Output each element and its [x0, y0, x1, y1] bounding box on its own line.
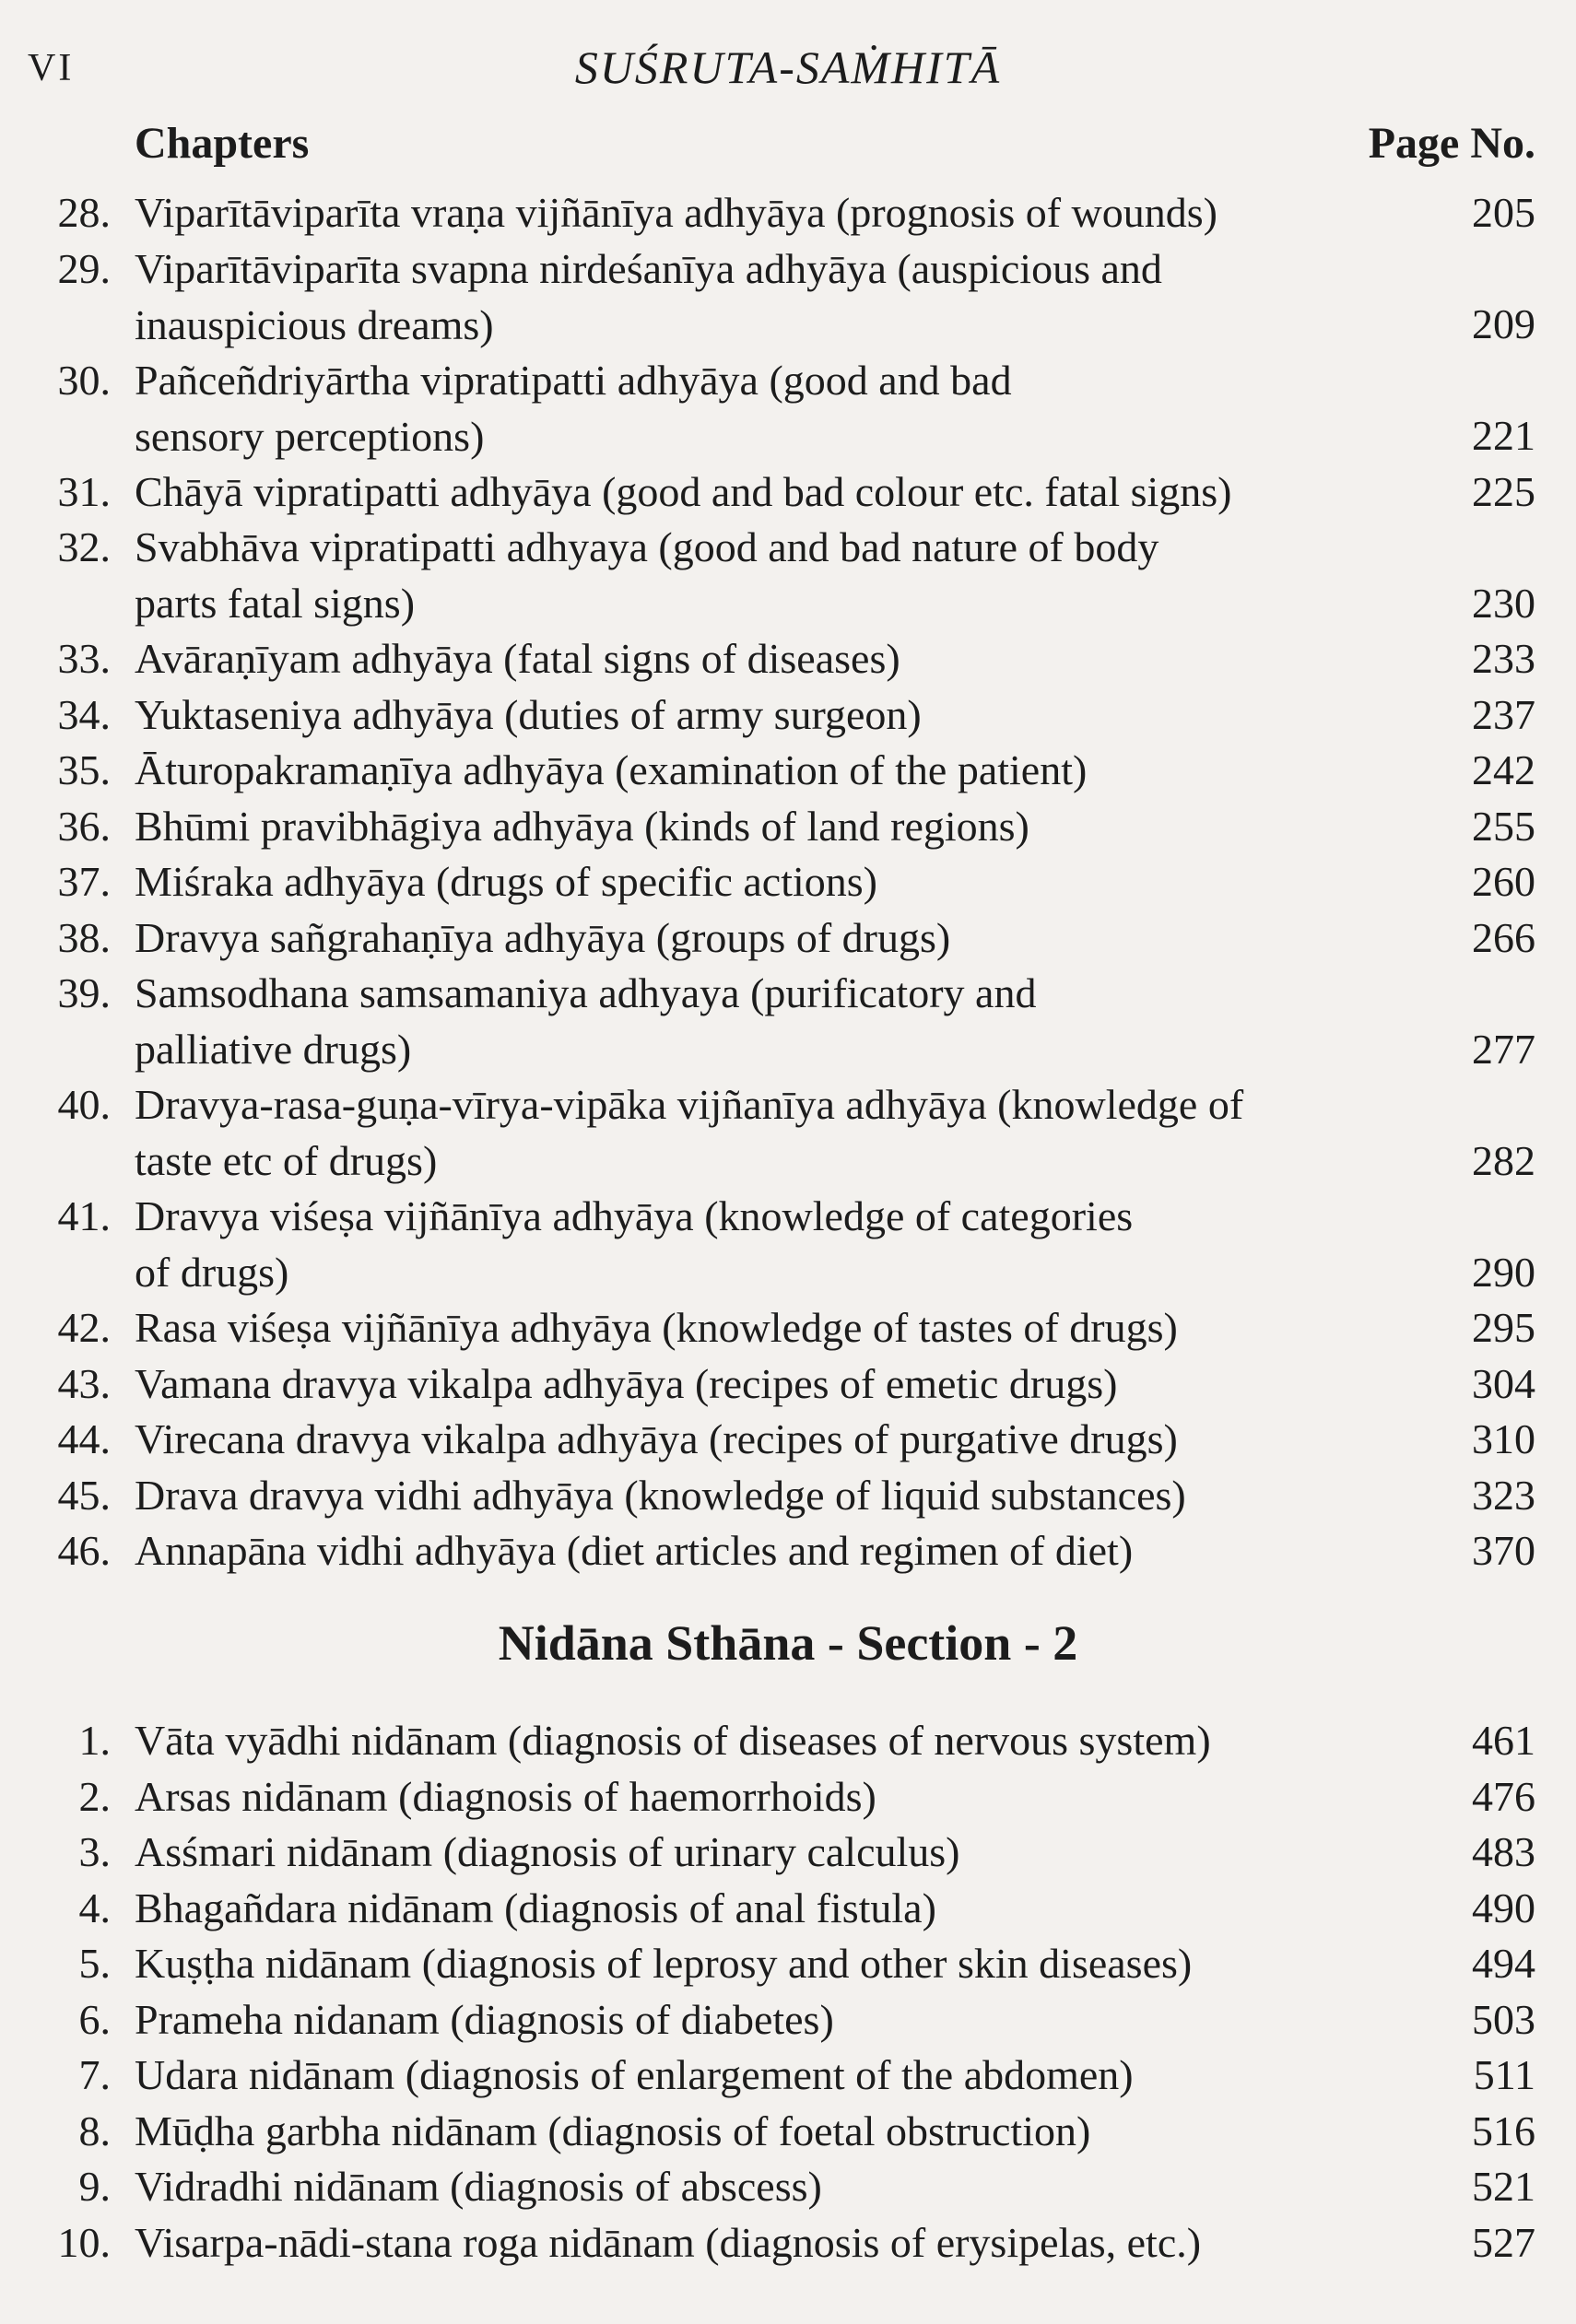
chapter-title: Pañceñdriyārtha vipratipatti adhyāya (good and bad sensory perceptions) — [135, 356, 1012, 460]
toc-entry — [0, 1467, 1576, 1523]
chapter-title: Annapāna vidhi adhyāya (diet articles and regimen of diet) — [135, 1527, 1134, 1574]
page-reference: 476 — [1472, 1772, 1535, 1820]
chapter-number: 32. — [57, 523, 111, 570]
page-reference: 205 — [1472, 189, 1535, 236]
toc-entry — [0, 1824, 1576, 1880]
page-reference: 503 — [1472, 1995, 1535, 2043]
chapter-number: 29. — [57, 244, 111, 292]
toc-entry — [0, 464, 1576, 520]
chapter-number: 42. — [57, 1304, 111, 1351]
toc-entry — [0, 2158, 1576, 2214]
chapter-title: Prameha nidanam (diagnosis of diabetes) — [135, 1995, 834, 2043]
chapter-title: Viparītāviparīta svapna nirdeśanīya adhyāya (auspicious and inauspicious dreams) — [135, 244, 1162, 348]
page-reference: 516 — [1472, 2107, 1535, 2154]
page-number: VI — [28, 47, 75, 89]
chapter-title: Udara nidānam (diagnosis of enlargement of the abdomen) — [135, 2051, 1134, 2098]
toc-entry — [0, 1880, 1576, 1936]
chapter-number: 5. — [78, 1940, 111, 1987]
toc-entry — [0, 2047, 1576, 2103]
chapter-number: 34. — [57, 690, 111, 738]
page-reference: 295 — [1472, 1304, 1535, 1351]
chapter-number: 10. — [57, 2218, 111, 2266]
chapter-title: Dravya viśeṣa vijñānīya adhyāya (knowledge of categories of drugs) — [135, 1192, 1134, 1296]
chapter-title: Vāta vyādhi nidānam (diagnosis of diseases of nervous system) — [135, 1717, 1211, 1764]
toc-entry — [0, 1076, 1576, 1188]
chapter-title: Mūḍha garbha nidānam (diagnosis of foetal obstruction) — [135, 2107, 1091, 2154]
chapter-number: 4. — [78, 1884, 111, 1931]
chapter-number: 41. — [57, 1192, 111, 1239]
page-reference: 461 — [1472, 1717, 1535, 1764]
chapter-title: Virecana dravya vikalpa adhyāya (recipes of purgative drugs) — [135, 1415, 1178, 1462]
toc-entry — [0, 1991, 1576, 2048]
chapter-number: 38. — [57, 913, 111, 961]
chapter-number: 28. — [57, 189, 111, 236]
chapter-title: Asśmari nidānam (diagnosis of urinary calculus) — [135, 1828, 960, 1875]
toc-entry — [0, 1188, 1576, 1299]
toc-entry — [0, 798, 1576, 854]
page-reference: 282 — [1472, 1136, 1535, 1184]
chapter-title: Vamana dravya vikalpa adhyāya (recipes of emetic drugs) — [135, 1359, 1118, 1407]
chapter-title: Avāraṇīyam adhyāya (fatal signs of diseases) — [135, 635, 900, 682]
chapter-number: 30. — [57, 356, 111, 404]
page-reference: 490 — [1472, 1884, 1535, 1931]
page-reference: 225 — [1472, 467, 1535, 515]
toc-entry — [0, 2103, 1576, 2159]
chapter-title: Kuṣṭha nidānam (diagnosis of leprosy and other skin diseases) — [135, 1940, 1193, 1987]
toc-entry — [0, 965, 1576, 1076]
page-reference: 494 — [1472, 1940, 1535, 1987]
chapter-number: 3. — [78, 1828, 111, 1875]
toc-entry — [0, 1411, 1576, 1467]
toc-entry — [0, 2214, 1576, 2271]
chapter-title: Samsodhana samsamaniya adhyaya (purificatory and palliative drugs) — [135, 969, 1037, 1073]
toc-entry — [0, 1356, 1576, 1412]
running-title: SUŚRUTA-SAṀHITĀ — [574, 41, 1002, 93]
chapter-title: Āturopakramaṇīya adhyāya (examination of the patient) — [135, 746, 1088, 793]
section-heading: Nidāna Sthāna - Section - 2 — [498, 1615, 1078, 1671]
page-reference: 242 — [1472, 746, 1535, 793]
chapter-number: 2. — [78, 1772, 111, 1820]
toc-entry — [0, 519, 1576, 630]
chapter-number: 37. — [57, 858, 111, 905]
page-reference: 260 — [1472, 858, 1535, 905]
chapter-title: Rasa viśeṣa vijñānīya adhyāya (knowledge of tastes of drugs) — [135, 1304, 1178, 1351]
chapter-title: Vidradhi nidānam (diagnosis of abscess) — [135, 2163, 822, 2210]
chapter-number: 43. — [57, 1359, 111, 1407]
toc-entry — [0, 1935, 1576, 1991]
page-reference: 209 — [1472, 300, 1535, 347]
chapter-title: Miśraka adhyāya (drugs of specific actions) — [135, 858, 877, 905]
chapter-number: 9. — [78, 2163, 111, 2210]
toc-entry — [0, 1522, 1576, 1579]
chapter-number: 40. — [57, 1081, 111, 1128]
chapter-number: 39. — [57, 969, 111, 1016]
chapter-number: 8. — [78, 2107, 111, 2154]
chapter-title: Drava dravya vidhi adhyāya (knowledge of liquid substances) — [135, 1471, 1186, 1519]
toc-entry — [0, 184, 1576, 241]
page-reference: 290 — [1472, 1248, 1535, 1296]
toc-entry — [0, 352, 1576, 464]
chapter-title: Viparītāviparīta vraṇa vijñānīya adhyāya (prognosis of wounds) — [135, 189, 1217, 236]
page-reference: 277 — [1472, 1025, 1535, 1073]
chapter-number: 44. — [57, 1415, 111, 1462]
toc-entry — [0, 742, 1576, 798]
toc-entry — [0, 1712, 1576, 1768]
chapter-title: Arsas nidānam (diagnosis of haemorrhoids) — [135, 1772, 876, 1820]
chapter-title: Dravya-rasa-guṇa-vīrya-vipāka vijñanīya adhyāya (knowledge of taste etc of drugs) — [135, 1081, 1244, 1184]
chapter-number: 1. — [78, 1717, 111, 1764]
page-reference: 483 — [1472, 1828, 1535, 1875]
chapter-title: Svabhāva vipratipatti adhyaya (good and bad nature of body parts fatal signs) — [135, 523, 1159, 627]
chapter-title: Bhagañdara nidānam (diagnosis of anal fistula) — [135, 1884, 936, 1931]
page-reference: 527 — [1472, 2218, 1535, 2266]
chapter-title: Yuktaseniya adhyāya (duties of army surgeon) — [135, 690, 922, 738]
chapter-number: 36. — [57, 802, 111, 850]
toc-entry — [0, 630, 1576, 687]
page-reference: 310 — [1472, 1415, 1535, 1462]
page-reference: 511 — [1473, 2051, 1535, 2098]
chapter-number: 46. — [57, 1527, 111, 1574]
page-reference: 237 — [1472, 690, 1535, 738]
chapter-title: Visarpa-nādi-stana roga nidānam (diagnosis of erysipelas, etc.) — [135, 2218, 1202, 2266]
chapter-number: 7. — [78, 2051, 111, 2098]
chapter-number: 33. — [57, 635, 111, 682]
page-reference: 255 — [1472, 802, 1535, 850]
page-reference: 233 — [1472, 635, 1535, 682]
toc-entry — [0, 687, 1576, 743]
column-header-chapters: Chapters — [135, 119, 310, 168]
chapter-number: 35. — [57, 746, 111, 793]
chapter-title: Bhūmi pravibhāgiya adhyāya (kinds of land regions) — [135, 802, 1029, 850]
page-reference: 230 — [1472, 579, 1535, 627]
chapter-title: Chāyā vipratipatti adhyāya (good and bad colour etc. fatal signs) — [135, 467, 1232, 515]
toc-entry — [0, 853, 1576, 910]
toc-entry — [0, 1768, 1576, 1825]
page-reference: 323 — [1472, 1471, 1535, 1519]
page-reference: 521 — [1472, 2163, 1535, 2210]
chapter-number: 45. — [57, 1471, 111, 1519]
page-reference: 221 — [1472, 412, 1535, 459]
toc-entry — [0, 241, 1576, 352]
page-reference: 266 — [1472, 913, 1535, 961]
page-reference: 304 — [1472, 1359, 1535, 1407]
column-header-page-no: Page No. — [1368, 119, 1535, 168]
toc-entry — [0, 910, 1576, 966]
chapter-title: Dravya sañgrahaṇīya adhyāya (groups of drugs) — [135, 913, 951, 961]
chapter-number: 6. — [78, 1995, 111, 2043]
toc-entry — [0, 1299, 1576, 1356]
chapter-number: 31. — [57, 467, 111, 515]
page-reference: 370 — [1472, 1527, 1535, 1574]
